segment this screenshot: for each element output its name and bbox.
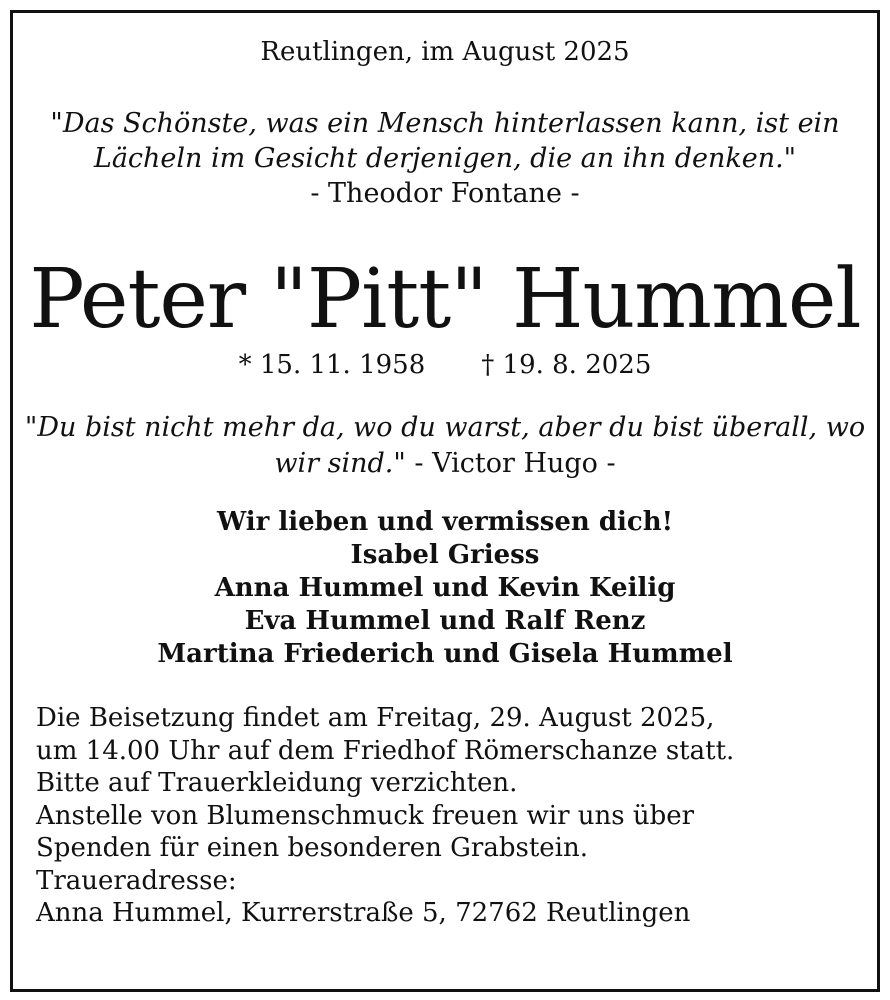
place-date: Reutlingen, im August 2025 (260, 37, 630, 67)
mourner-name: Isabel Griess (350, 540, 540, 570)
family-heading: Wir lieben und vermissen dich! (216, 507, 674, 537)
mourner-name: Martina Friederich und Gisela Hummel (157, 639, 733, 669)
info-line: Traueradresse: (36, 865, 237, 896)
quote2-line2-italic: wir sind." (274, 448, 406, 479)
quote2-author: - Victor Hugo - (405, 448, 616, 479)
quote1-line2: Lächeln im Gesicht derjenigen, die an ihn denken." (93, 143, 797, 174)
hugo-quote (20, 410, 870, 482)
death-date: † 19. 8. 2025 (481, 350, 652, 380)
funeral-info (36, 702, 734, 930)
deceased-name: Peter "Pitt" Hummel (29, 252, 861, 347)
info-line: Bitte auf Trauerkleidung verzichten. (36, 768, 518, 798)
info-line: Spenden für einen besonderen Grabstein. (36, 833, 589, 863)
info-line: um 14.00 Uhr auf dem Friedhof Römerschanze statt. (36, 735, 735, 766)
quote1-line1: "Das Schönste, was ein Mensch hinterlassen kann, ist ein (50, 108, 840, 139)
mourner-name: Eva Hummel und Ralf Renz (244, 606, 646, 636)
quote2-line2 (20, 446, 870, 482)
mourner-name: Anna Hummel und Kevin Keilig (214, 573, 676, 603)
quote1-author: - Theodor Fontane - (310, 178, 580, 209)
info-line: Anna Hummel, Kurrerstraße 5, 72762 Reutlingen (36, 898, 691, 928)
fontane-quote (20, 106, 870, 211)
life-dates (0, 348, 890, 382)
birth-date: * 15. 11. 1958 (238, 350, 426, 380)
info-line: Anstelle von Blumenschmuck freuen wir uns über (36, 800, 695, 831)
quote2-line1: "Du bist nicht mehr da, wo du warst, aber du bist überall, wo (24, 412, 866, 443)
info-line: Die Beisetzung findet am Freitag, 29. August 2025, (36, 703, 715, 733)
family-block (0, 506, 890, 671)
